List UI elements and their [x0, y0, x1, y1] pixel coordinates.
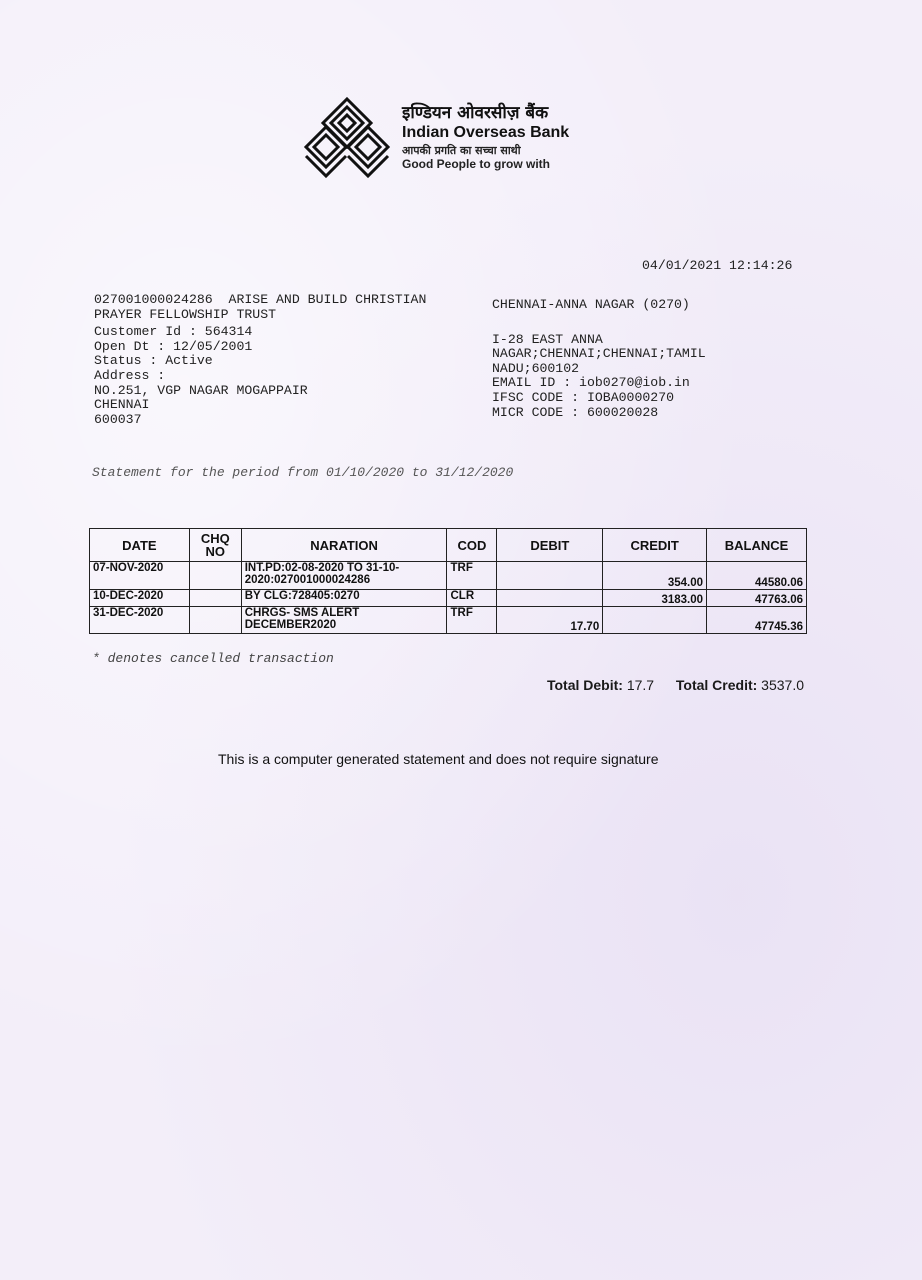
- branch-micr: MICR CODE : 600020028: [492, 404, 659, 420]
- bank-name-hindi: इण्डियन ओवरसीज़ बैंक: [402, 103, 549, 123]
- table-row: [90, 562, 807, 590]
- branch-name: CHENNAI-ANNA NAGAR (0270): [492, 297, 690, 312]
- open-date: Open Dt : 12/05/2001: [94, 338, 253, 354]
- column-header-date: DATE: [90, 529, 190, 562]
- table-row: [90, 607, 807, 634]
- bank-name-english: Indian Overseas Bank: [402, 123, 570, 141]
- cell-naration: INT.PD:02-08-2020 TO 31-10-2020:027001000024286: [241, 562, 447, 590]
- table-header-row: [90, 529, 807, 562]
- cell-credit: 3183.00: [603, 590, 707, 607]
- bank-header: [304, 96, 604, 186]
- address-line: CHENNAI: [94, 397, 150, 413]
- column-header-chq-no: CHQ NO: [189, 529, 241, 562]
- branch-details: [492, 298, 752, 420]
- cell-naration: BY CLG:728405:0270: [241, 590, 447, 607]
- account-status: Status : Active: [94, 353, 213, 369]
- cancelled-transaction-note: * denotes cancelled transaction: [92, 651, 334, 666]
- tagline-hindi: आपकी प्रगति का सच्चा साथी: [402, 144, 521, 158]
- column-header-naration: NARATION: [241, 529, 447, 562]
- cell-date: 10-DEC-2020: [90, 590, 190, 607]
- address-line: 600037: [94, 411, 142, 427]
- cell-credit: 354.00: [603, 562, 707, 590]
- cell-cod: CLR: [447, 590, 497, 607]
- cell-credit: [603, 607, 707, 634]
- cell-cod: TRF: [447, 562, 497, 590]
- address-line: NO.251, VGP NAGAR MOGAPPAIR: [94, 382, 308, 398]
- customer-id: Customer Id : 564314: [94, 324, 253, 340]
- branch-ifsc: IFSC CODE : IOBA0000270: [492, 389, 675, 405]
- statement-totals: [547, 677, 804, 693]
- cell-cod: TRF: [447, 607, 497, 634]
- statement-timestamp: 04/01/2021 12:14:26: [642, 258, 793, 273]
- table-row: [90, 590, 807, 607]
- cell-naration: CHRGS- SMS ALERT DECEMBER2020: [241, 607, 447, 634]
- cell-chq-no: [189, 590, 241, 607]
- address-label: Address :: [94, 367, 166, 383]
- cell-balance: 47763.06: [707, 590, 807, 607]
- total-debit-label: Total Debit:: [546, 677, 623, 693]
- computer-generated-note: This is a computer generated statement and does not require signature: [218, 751, 659, 767]
- statement-period: Statement for the period from 01/10/2020 to 31/12/2020: [92, 465, 514, 480]
- cell-chq-no: [189, 607, 241, 634]
- total-credit-label: Total Credit:: [675, 677, 758, 693]
- iob-logo-icon: [304, 96, 390, 182]
- total-debit-value: 17.7: [626, 677, 655, 693]
- cell-debit: [497, 590, 603, 607]
- cell-date: 07-NOV-2020: [90, 562, 190, 590]
- branch-address: I-28 EAST ANNA NAGAR;CHENNAI;CHENNAI;TAMIL NADU;600102: [492, 331, 706, 376]
- tagline-english: Good People to grow with: [402, 157, 550, 172]
- cell-balance: 47745.36: [707, 607, 807, 634]
- account-details: [94, 293, 474, 427]
- column-header-debit: DEBIT: [497, 529, 603, 562]
- cell-chq-no: [189, 562, 241, 590]
- column-header-balance: BALANCE: [707, 529, 807, 562]
- transactions-table: [89, 528, 807, 634]
- cell-debit: 17.70: [497, 607, 603, 634]
- branch-email: EMAIL ID : iob0270@iob.in: [492, 375, 690, 391]
- column-header-cod: COD: [447, 529, 497, 562]
- cell-debit: [497, 562, 603, 590]
- account-number-name: 027001000024286 ARISE AND BUILD CHRISTIAN PRAYER FELLOWSHIP TRUST: [94, 292, 435, 322]
- cell-date: 31-DEC-2020: [90, 607, 190, 634]
- column-header-credit: CREDIT: [603, 529, 707, 562]
- total-credit-value: 3537.0: [761, 677, 804, 693]
- cell-balance: 44580.06: [707, 562, 807, 590]
